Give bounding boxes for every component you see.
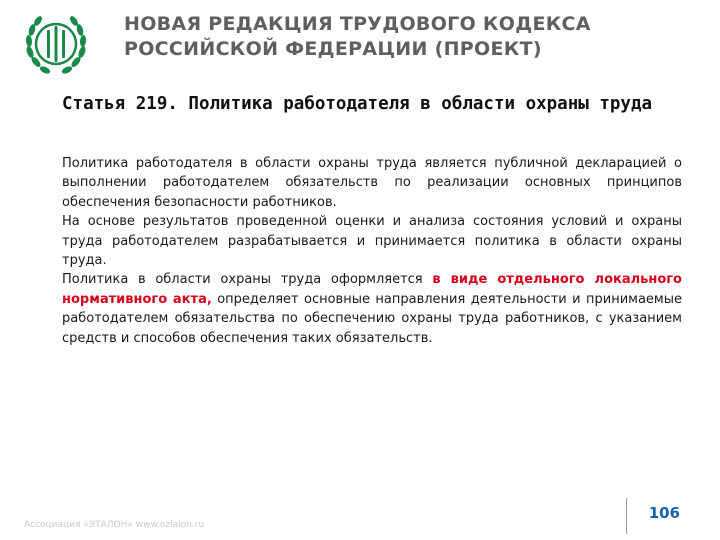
- title-line-2: РОССИЙСКОЙ ФЕДЕРАЦИИ (ПРОЕКТ): [124, 38, 542, 60]
- page-title: [124, 12, 704, 62]
- paragraph-1: Политика работодателя в области охраны труда является публичной декларацией о выполнении работодателем обязательств по реализации основных принципов обеспечения безопасности работников.: [62, 156, 682, 210]
- article-body: [62, 154, 682, 348]
- title-line-1: НОВАЯ РЕДАКЦИЯ ТРУДОВОГО КОДЕКСА: [124, 13, 591, 35]
- page-number: 106: [648, 504, 680, 522]
- paragraph-3: [62, 270, 682, 348]
- paragraph-3-start: Политика в области охраны труда оформляется: [62, 272, 433, 288]
- laurel-emblem-logo: [20, 8, 92, 80]
- paragraph-3-end: определяет основные направления деятельности и принимаемые работодателем обязательства по обеспечению охраны труда работников, с указанием средств и способов обеспечения таких обязательств.: [62, 291, 682, 346]
- paragraph-3-emphasis: в виде отдельного локального нормативного акта,: [62, 272, 682, 307]
- article-heading: Статья 219. Политика работодателя в области охраны труда: [62, 94, 653, 114]
- footer-association: Ассоциация «ЭТАЛОН» www.ozlalon.ru: [24, 520, 205, 530]
- paragraph-2: На основе результатов проведенной оценки и анализа состояния условий и охраны труда работодателем разрабатывается и принимается политика в области охраны труда.: [62, 214, 682, 269]
